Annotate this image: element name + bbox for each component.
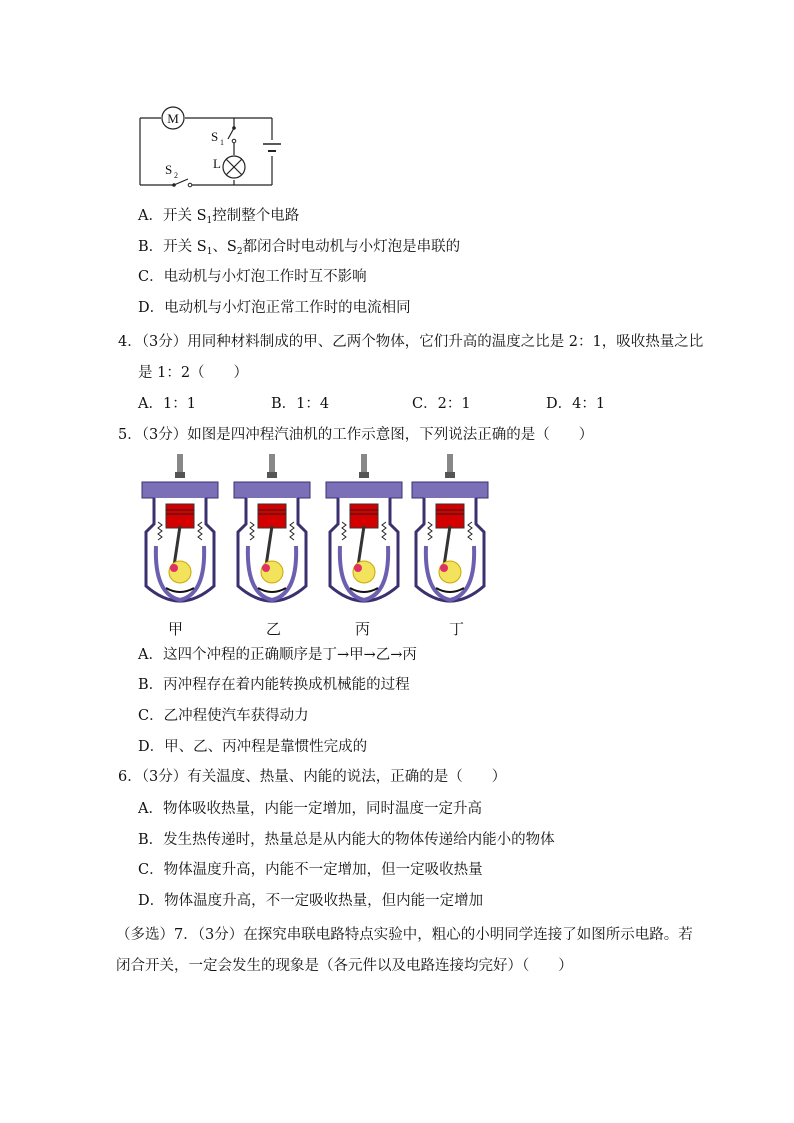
- q5-stem: 5．（3分）如图是四冲程汽油机的工作示意图，下列说法正确的是（ ）: [118, 427, 594, 443]
- q5-option-c: C．乙冲程使汽车获得动力: [138, 708, 309, 724]
- q4-stem-line2: 是 1：2（ ）: [138, 365, 249, 381]
- q7-stem-line2: 闭合开关，一定会发生的现象是（各元件以及电路连接均完好）（ ）: [116, 958, 573, 974]
- engine-label-yi: 乙: [266, 620, 282, 638]
- lamp-symbol: [213, 156, 245, 178]
- q6-option-d: D．物体温度升高，不一定吸收热量，但内能一定增加: [138, 893, 484, 909]
- circuit-diagram: [132, 100, 282, 192]
- engine-strokes-figure: [136, 454, 496, 614]
- lamp-label: L: [213, 156, 221, 171]
- engine-ding: [412, 454, 488, 601]
- q6-stem: 6．（3分）有关温度、热量、内能的说法，正确的是（ ）: [118, 769, 507, 785]
- motor-symbol: [162, 107, 184, 129]
- q4-option-a: A．1：1: [138, 396, 196, 412]
- q3-option-a: A．开关 $S_1$控制整个电路: [138, 208, 300, 226]
- q4-option-d: D．4：1: [546, 396, 606, 412]
- engine-jia: [142, 454, 218, 601]
- q3-option-d: D．电动机与小灯泡正常工作时的电流相同: [138, 300, 411, 316]
- q7-stem-line1: （多选）7．（3分）在探究串联电路特点实验中，粗心的小明同学连接了如图所示电路。若: [116, 927, 693, 943]
- s1-subscript: 1: [220, 138, 224, 147]
- q3-option-b: B．开关 $S_1$、$S_2$都闭合时电动机与小灯泡是串联的: [138, 239, 461, 257]
- motor-label: M: [167, 111, 179, 126]
- engine-label-jia: 甲: [168, 620, 184, 638]
- engine-label-ding: 丁: [449, 620, 465, 638]
- q6-option-b: B．发生热传递时，热量总是从内能大的物体传递给内能小的物体: [138, 832, 555, 848]
- q5-option-a: A．这四个冲程的正确顺序是丁→甲→乙→丙: [138, 647, 417, 663]
- engine-label-bing: 丙: [355, 620, 371, 638]
- s1-switch: [211, 126, 236, 147]
- q5-option-d: D．甲、乙、丙冲程是靠惯性完成的: [138, 739, 368, 755]
- q4-option-c: C．2：1: [412, 396, 471, 412]
- s1-label: S: [211, 129, 219, 144]
- q6-option-a: A．物体吸收热量，内能一定增加，同时温度一定升高: [138, 801, 482, 817]
- q5-option-b: B．丙冲程存在着内能转换成机械能的过程: [138, 677, 410, 693]
- s2-subscript: 2: [174, 171, 178, 180]
- q4-option-b: B．1：4: [271, 396, 330, 412]
- engine-bing: [326, 454, 402, 601]
- q4-stem-line1: 4．（3分）用同种材料制成的甲、乙两个物体，它们升高的温度之比是 2：1，吸收热量之比: [118, 334, 704, 350]
- engine-yi: [234, 454, 310, 601]
- q3-option-c: C．电动机与小灯泡工作时互不影响: [138, 269, 367, 285]
- s2-label: S: [165, 162, 173, 177]
- q6-option-c: C．物体温度升高，内能不一定增加，但一定吸收热量: [138, 862, 483, 878]
